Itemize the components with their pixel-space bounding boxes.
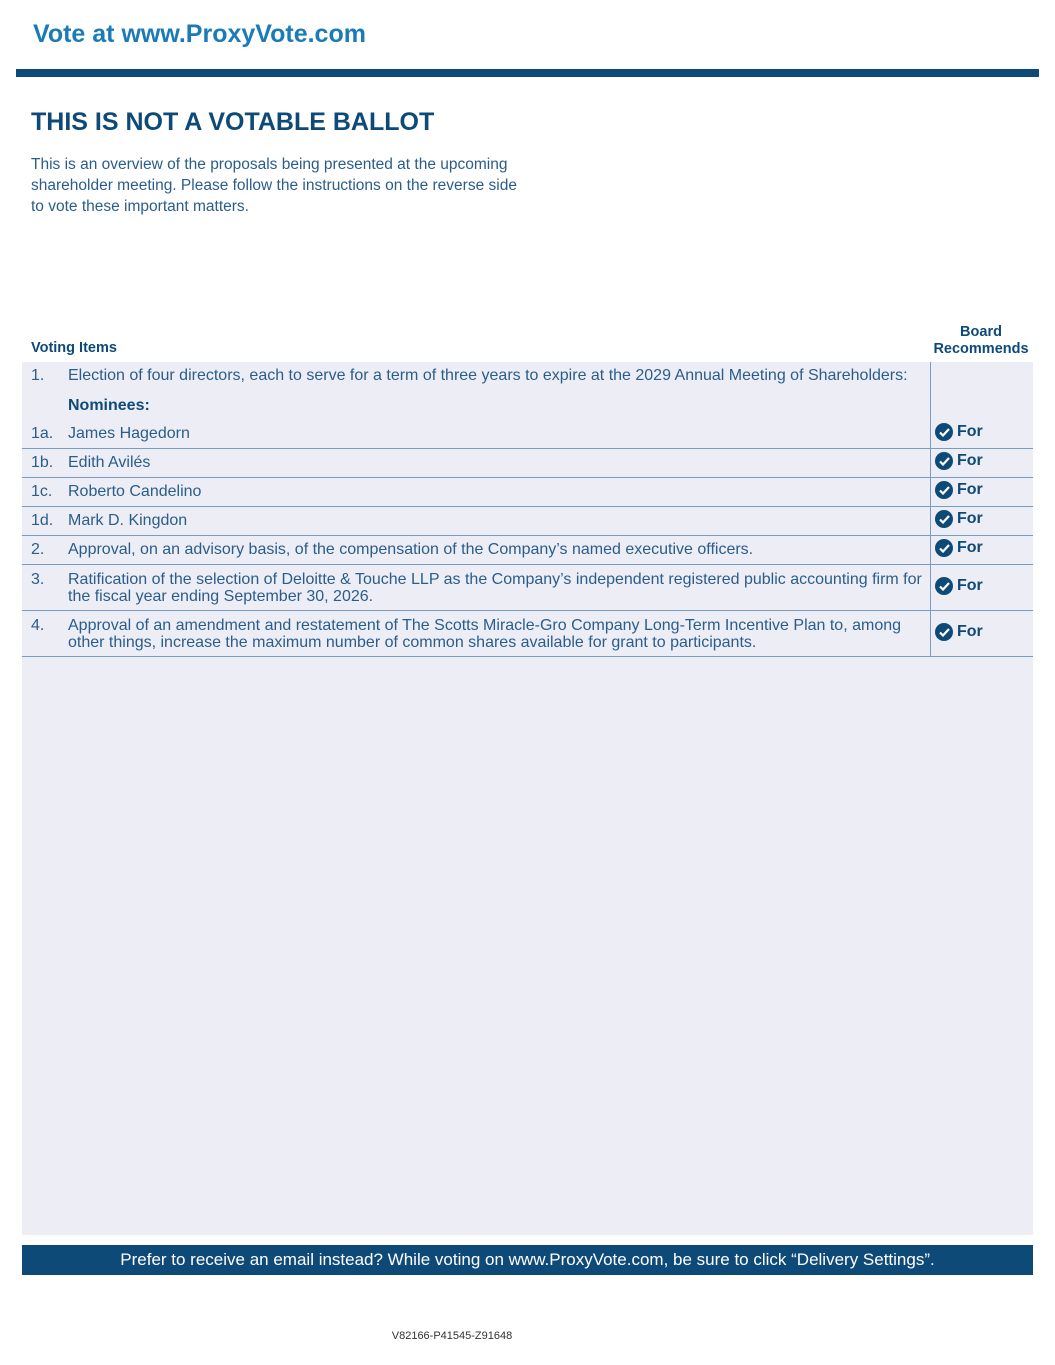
item-number: 2. [31, 541, 45, 558]
check-circle-icon [935, 481, 953, 499]
table-row [22, 449, 1033, 478]
item-description: Ratification of the selection of Deloitte & Touche LLP as the Company’s independent registered public accounting firm for the fiscal year ending September 30, 2026. [68, 571, 922, 605]
check-circle-icon [935, 452, 953, 470]
voting-items-panel [22, 362, 1033, 1235]
recommendation-label: For [957, 481, 983, 498]
document-code: V82166-P41545-Z91648 [391, 1330, 513, 1342]
check-circle-icon [935, 623, 953, 641]
recommendation [935, 510, 983, 528]
table-row [22, 565, 1033, 611]
item-number: 1d. [31, 512, 54, 529]
recommendation [935, 623, 983, 641]
board-recommends-header [929, 324, 1033, 358]
board-header-line2: Recommends [933, 341, 1029, 357]
table-row [22, 611, 1033, 657]
item-description: Approval, on an advisory basis, of the compensation of the Company’s named executive officers. [68, 541, 754, 558]
table-row [22, 536, 1033, 565]
recommendation-label: For [957, 539, 983, 556]
table-row [22, 420, 1033, 449]
recommendation [935, 539, 983, 557]
recommendation [935, 481, 983, 499]
item-number: 1c. [31, 483, 53, 500]
table-row [22, 478, 1033, 507]
header-divider [16, 69, 1039, 77]
recommendation-label: For [957, 423, 983, 440]
item-description: Edith Avilés [68, 454, 151, 471]
item-description: James Hagedorn [68, 425, 190, 442]
voting-items-header: Voting Items [31, 340, 117, 356]
item-number: 1a. [31, 425, 54, 442]
item-description: Roberto Candelino [68, 483, 202, 500]
item-description: Approval of an amendment and restatement of The Scotts Miracle-Gro Company Long-Term Incentive Plan to, among other things, increase the maximum number of common shares available for grant to participants. [68, 617, 902, 651]
item-number: 4. [31, 617, 45, 634]
check-circle-icon [935, 539, 953, 557]
nominees-label: Nominees: [68, 397, 150, 414]
recommendation-label: For [957, 577, 983, 594]
item-number: 3. [31, 571, 45, 588]
notice-description: This is an overview of the proposals being presented at the upcoming shareholder meeting. Please follow the instructions on the reverse side to vote these important matters. [31, 156, 517, 215]
check-circle-icon [935, 577, 953, 595]
delivery-settings-banner: Prefer to receive an email instead? While voting on www.ProxyVote.com, be sure to click “Delivery Settings”. [22, 1245, 1033, 1275]
proxyvote-link[interactable]: Vote at www.ProxyVote.com [33, 20, 366, 48]
recommendation [935, 577, 983, 595]
recommendation-label: For [957, 452, 983, 469]
check-circle-icon [935, 423, 953, 441]
board-header-line1: Board [960, 324, 1002, 340]
recommendation [935, 423, 983, 441]
recommendation [935, 452, 983, 470]
item-number: 1. [31, 367, 45, 384]
item-description: Election of four directors, each to serve for a term of three years to expire at the 2029 Annual Meeting of Shareholders: [68, 367, 908, 384]
recommendation-label: For [957, 623, 983, 640]
item-number: 1b. [31, 454, 54, 471]
page-title: THIS IS NOT A VOTABLE BALLOT [31, 108, 435, 136]
check-circle-icon [935, 510, 953, 528]
recommendation-label: For [957, 510, 983, 527]
proposal-1-intro [22, 362, 1033, 420]
item-description: Mark D. Kingdon [68, 512, 188, 529]
table-row [22, 507, 1033, 536]
